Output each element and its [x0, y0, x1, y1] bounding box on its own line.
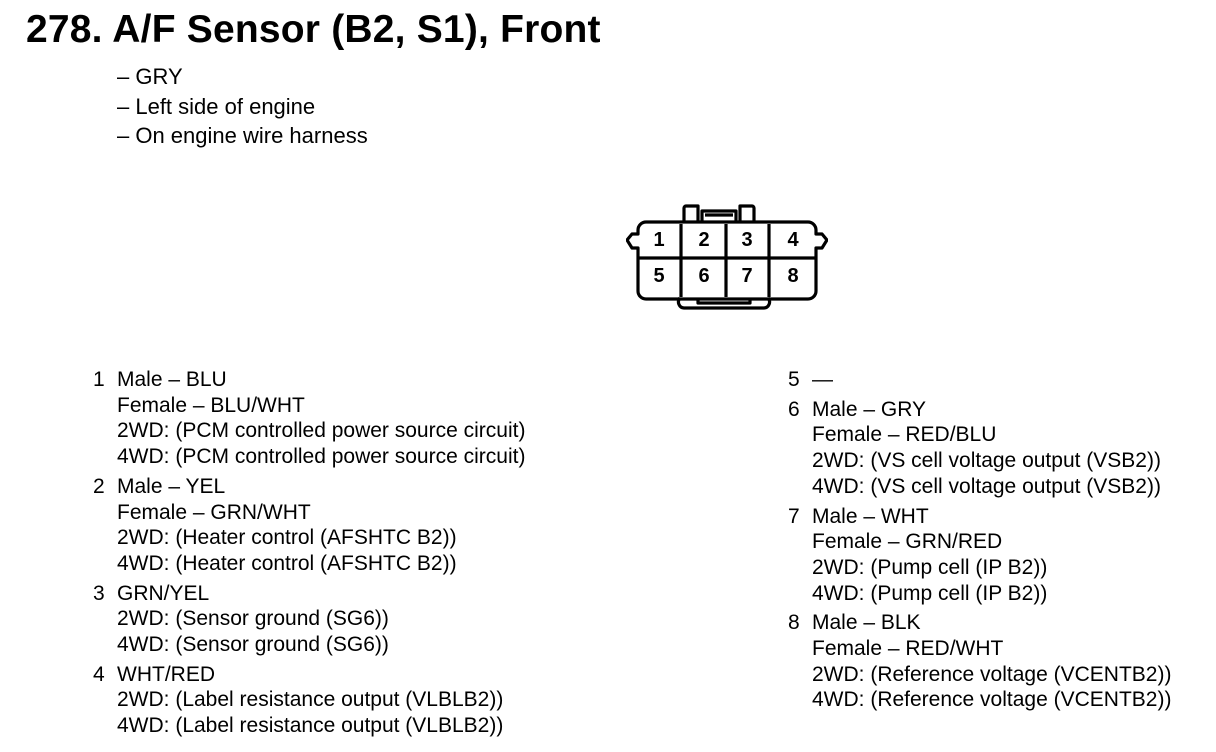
pin-2wd-circuit: 2WD: (Heater control (AFSHTC B2))	[117, 526, 457, 550]
pin-entry	[788, 367, 1171, 393]
pin-4wd-circuit: 4WD: (Heater control (AFSHTC B2))	[117, 551, 457, 575]
pin-2wd-circuit: 2WD: (Pump cell (IP B2))	[812, 555, 1048, 579]
pin-male-color: Male – BLK	[812, 611, 921, 635]
connector-diagram	[626, 202, 828, 318]
pin-2wd-circuit: 2WD: (VS cell voltage output (VSB2))	[812, 449, 1161, 473]
pin-entry-number: 4	[93, 662, 105, 686]
pin-entry	[788, 504, 1171, 607]
pin-4wd-circuit: 4WD: (Label resistance output (VLBLB2))	[117, 714, 504, 738]
pin-entry	[788, 610, 1171, 713]
pin-entry-number: 3	[93, 581, 105, 605]
pin-female-color: Female – GRN/RED	[812, 530, 1003, 554]
pin-number: 1	[653, 229, 665, 251]
pin-number: 5	[653, 265, 665, 287]
pin-male-color: Male – YEL	[117, 474, 226, 498]
pin-wire-color: WHT/RED	[117, 662, 215, 686]
pin-4wd-circuit: 4WD: (Sensor ground (SG6))	[117, 633, 389, 657]
pin-entry-number: 2	[93, 474, 105, 498]
pin-female-color: Female – BLU/WHT	[117, 393, 305, 417]
page-title: 278. A/F Sensor (B2, S1), Front	[26, 8, 601, 51]
note-harness: – On engine wire harness	[117, 123, 368, 148]
pin-entry	[93, 581, 525, 658]
pin-4wd-circuit: 4WD: (PCM controlled power source circuit)	[117, 445, 526, 469]
pin-number: 4	[787, 229, 799, 251]
pin-male-color: Male – WHT	[812, 504, 929, 528]
pin-2wd-circuit: 2WD: (PCM controlled power source circuit)	[117, 419, 526, 443]
pin-2wd-circuit: 2WD: (Label resistance output (VLBLB2))	[117, 688, 504, 712]
pin-number: 7	[741, 265, 753, 287]
pin-female-color: Female – GRN/WHT	[117, 500, 311, 524]
pin-2wd-circuit: 2WD: (Reference voltage (VCENTB2))	[812, 662, 1172, 686]
pin-entry	[93, 662, 525, 739]
pin-entry-number: 1	[93, 368, 105, 391]
pin-wire-color: GRN/YEL	[117, 581, 210, 605]
pin-entry	[93, 367, 525, 470]
pin-4wd-circuit: 4WD: (Pump cell (IP B2))	[812, 581, 1048, 605]
note-location: – Left side of engine	[117, 93, 316, 119]
pin-entry	[788, 397, 1171, 500]
pin-list-left	[93, 367, 525, 743]
pin-male-color: Male – GRY	[812, 397, 926, 421]
pin-number: 3	[741, 229, 753, 251]
pin-female-color: Female – RED/WHT	[812, 637, 1004, 661]
pin-number: 2	[698, 229, 710, 251]
note-color: – GRY	[117, 64, 183, 89]
pin-list-right	[788, 367, 1171, 717]
pin-entry-number: 7	[788, 504, 800, 528]
pin-number: 6	[698, 265, 710, 287]
pin-entry-number: 5	[788, 368, 800, 391]
pin-number: 8	[787, 265, 799, 287]
pin-entry-number: 6	[788, 397, 800, 421]
connector-notes	[117, 62, 368, 151]
pin-female-color: Female – RED/BLU	[812, 423, 997, 447]
pin-2wd-circuit: 2WD: (Sensor ground (SG6))	[117, 607, 389, 631]
pin-entry	[93, 474, 525, 577]
pin-4wd-circuit: 4WD: (Reference voltage (VCENTB2))	[812, 688, 1172, 712]
pin-4wd-circuit: 4WD: (VS cell voltage output (VSB2))	[812, 474, 1161, 498]
pin-unused: —	[812, 368, 833, 391]
pin-entry-number: 8	[788, 611, 800, 635]
pin-male-color: Male – BLU	[117, 368, 227, 391]
